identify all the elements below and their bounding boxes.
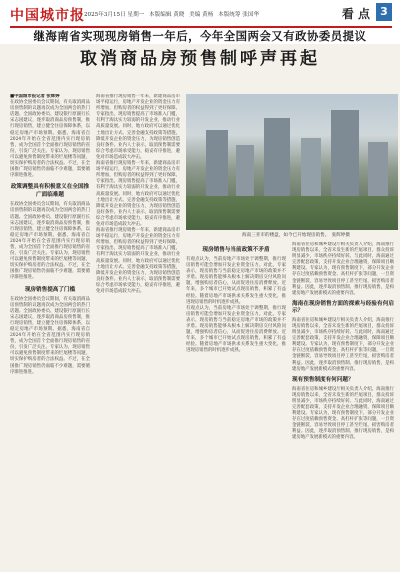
column-1-subhead-2: 现房销售提高了门槛 bbox=[24, 286, 76, 293]
editor-credit: 本版编辑 黄晓 bbox=[149, 12, 185, 18]
column-2-text-continued: 海南省推行现房销售一年来，新建商品房市场平稳运行，房地产开发企业的资金压力有所增加，但购房者的权益得到了更好保障。专家指出，现房销售提高了市场准入门槛，有利于淘汰实力较弱的开发企业，推动行业高质量发展。同时，地方政府可以通过优化土地出让方式、完善金融支持政策等措施，降低开发企业的资金压力，为现房销售创造良好条件。业内人士表示，取消预售制需要综合考虑市场承受能力，稳妥有序推进，避免对市场造成较大冲击。 bbox=[96, 161, 180, 227]
column-3-text: 有观点认为，当前房地产市场处于调整期，推行现房销售可能会增加开发企业资金压力。对此，专家表示，现房销售与当前稳定房地产市场的政策并不矛盾。现房销售能够从根本上解决期房交付风险问题，增强购房者信心，从而促进住房消费释放。近年来，多个城市已开始试点现房销售，积累了有益经验。随着房地产市场供求关系发生重大变化，推进现房销售的时机逐步成熟。 bbox=[186, 257, 286, 305]
column-4-text: 海南省住房和城乡建设厅相关负责人介绍，海南推行现房销售以来，全省未发生新的烂尾项目，群众投诉明显减少，市场秩序持续好转。与此同时，海南通过完善配套政策，支持开发企业合理融资，保障项目顺利建设。专家认为，现有预售制度下，部分开发企业存在过度依赖预售资金、高杠杆扩张等问题，一旦资金链断裂，容易导致项目停工甚至烂尾，损害购房者利益。因此，逐步取消预售制、推行现房销售，是构建房地产发展新模式的重要内容。 bbox=[292, 242, 394, 296]
photo-foreground-trees bbox=[186, 196, 398, 230]
column-1-text-end: 在政协全国委员会议期间，有关取消商品房预售制的议题再次成为全国两会的热门话题。全国政协委员、建设银行原副行长宋志国建议，逐步取消商品房预售制，推行现房销售，建立健全住房保障体系，以稳定房地产市场预期。据悉，海南省自2024年开始在全省范围内实行现房销售，成为全国首个全面推行现房销售的省份，引发广泛关注。专家认为，现房销售可以避免预售制度带来的烂尾楼等问题，切实保护购房者的合法权益。不过，在全国推广现房销售仍面临不少难题，需要循序渐进推进。 bbox=[10, 296, 90, 375]
article-column-3 bbox=[186, 242, 286, 564]
issue-date: 2025年3月15日 星期一 bbox=[84, 12, 145, 18]
column-3-subhead-1: 现房销售与当前政策不矛盾 bbox=[202, 247, 270, 253]
article-byline: ■中国城市报记者 张辉婷 bbox=[10, 94, 60, 99]
column-3-text-continued: 有观点认为，当前房地产市场处于调整期，推行现房销售可能会增加开发企业资金压力。对此，专家表示，现房销售与当前稳定房地产市场的政策并不矛盾。现房销售能够从根本上解决期房交付风险问题，增强购房者信心，从而促进住房消费释放。近年来，多个城市已开始试点现房销售，积累了有益经验。随着房地产市场供求关系发生重大变化，推进现房销售的时机逐步成熟。 bbox=[186, 305, 286, 354]
designer-credit: 美编 黄杨 bbox=[189, 12, 214, 18]
photo-building bbox=[206, 130, 228, 200]
article-column-1 bbox=[10, 94, 90, 564]
photo-building bbox=[264, 118, 290, 200]
page-number-badge: 3 bbox=[376, 3, 392, 21]
column-4-text-continued: 海南省住房和城乡建设厅相关负责人介绍，海南推行现房销售以来，全省未发生新的烂尾项目，群众投诉明显减少，市场秩序持续好转。与此同时，海南通过完善配套政策，支持开发企业合理融资，保障项目顺利建设。专家认为，现有预售制度下，部分开发企业存在过度依赖预售资金、高杠杆扩张等问题，一旦资金链断裂，容易导致项目停工甚至烂尾，损害购房者利益。因此，逐步取消预售制、推行现房销售，是构建房地产发展新模式的重要内容。 bbox=[292, 317, 394, 372]
photo-building bbox=[368, 142, 388, 200]
photo-building bbox=[301, 138, 321, 200]
photo-building bbox=[331, 110, 359, 200]
column-1-text-continued: 在政协全国委员会议期间，有关取消商品房预售制的议题再次成为全国两会的热门话题。全国政协委员、建设银行原副行长宋志国建议，逐步取消商品房预售制，推行现房销售，建立健全住房保障体系，以稳定房地产市场预期。据悉，海南省自2024年开始在全省范围内实行现房销售，成为全国首个全面推行现房销售的省份，引发广泛关注。专家认为，现房销售可以避免预售制度带来的烂尾楼等问题，切实保护购房者的合法权益。不过，在全国推广现房销售仍面临不少难题，需要循序渐进推进。 bbox=[10, 202, 90, 281]
section-title: 看 点 bbox=[341, 7, 370, 21]
article-subhead: 继海南省实现现房销售一年后，今年全国两会又有政协委员提议 bbox=[33, 29, 367, 43]
column-4-subhead-1: 海南在现房销售方面的探索与经验有何启示？ bbox=[292, 300, 394, 314]
column-2-text: 海南省推行现房销售一年来，新建商品房市场平稳运行，房地产开发企业的资金压力有所增加，但购房者的权益得到了更好保障。专家指出，现房销售提高了市场准入门槛，有利于淘汰实力较弱的开发企业，推动行业高质量发展。同时，地方政府可以通过优化土地出让方式、完善金融支持政策等措施，降低开发企业的资金压力，为现房销售创造良好条件。业内人士表示，取消预售制需要综合考虑市场承受能力，稳妥有序推进，避免对市场造成较大冲击。 bbox=[96, 94, 180, 160]
photo-caption: 海南三亚市的楼盘，如今已开始现房销售。 张辉婷摄 bbox=[242, 233, 350, 238]
photo-building bbox=[236, 145, 254, 200]
column-1-text: 在政协全国委员会议期间，有关取消商品房预售制的议题再次成为全国两会的热门话题。全国政协委员、建设银行原副行长宋志国建议，逐步取消商品房预售制，推行现房销售，建立健全住房保障体系，以稳定房地产市场预期。据悉，海南省自2024年开始在全省范围内实行现房销售，成为全国首个全面推行现房销售的省份，引发广泛关注。专家认为，现房销售可以避免预售制度带来的烂尾楼等问题，切实保护购房者的合法权益。不过，在全国推广现房销售仍面临不少难题，需要循序渐进推进。 bbox=[10, 100, 90, 179]
article-column-4 bbox=[292, 242, 394, 564]
column-1-subhead-1: 政策调整具有积极意义在全国推广面临难题 bbox=[10, 184, 90, 199]
article-headline: 取消商品房预售制呼声再起 bbox=[80, 49, 320, 69]
coordinator-credit: 本版统筹 张国华 bbox=[218, 12, 260, 18]
article-column-2 bbox=[96, 94, 180, 564]
article-photo bbox=[186, 94, 398, 230]
newspaper-logo: 中国城市报 bbox=[10, 8, 85, 24]
issue-meta bbox=[84, 10, 262, 18]
column-4-text-end: 海南省住房和城乡建设厅相关负责人介绍，海南推行现房销售以来，全省未发生新的烂尾项目，群众投诉明显减少，市场秩序持续好转。与此同时，海南通过完善配套政策，支持开发企业合理融资，保障项目顺利建设。专家认为，现有预售制度下，部分开发企业存在过度依赖预售资金、高杠杆扩张等问题，一旦资金链断裂，容易导致项目停工甚至烂尾，损害购房者利益。因此，逐步取消预售制、推行现房销售，是构建房地产发展新模式的重要内容。 bbox=[292, 386, 394, 441]
column-4-subhead-2: 现有预售制度有何问题？ bbox=[292, 376, 354, 383]
column-2-text-end: 海南省推行现房销售一年来，新建商品房市场平稳运行，房地产开发企业的资金压力有所增加，但购房者的权益得到了更好保障。专家指出，现房销售提高了市场准入门槛，有利于淘汰实力较弱的开发企业，推动行业高质量发展。同时，地方政府可以通过优化土地出让方式、完善金融支持政策等措施，降低开发企业的资金压力，为现房销售创造良好条件。业内人士表示，取消预售制需要综合考虑市场承受能力，稳妥有序推进，避免对市场造成较大冲击。 bbox=[96, 228, 180, 294]
